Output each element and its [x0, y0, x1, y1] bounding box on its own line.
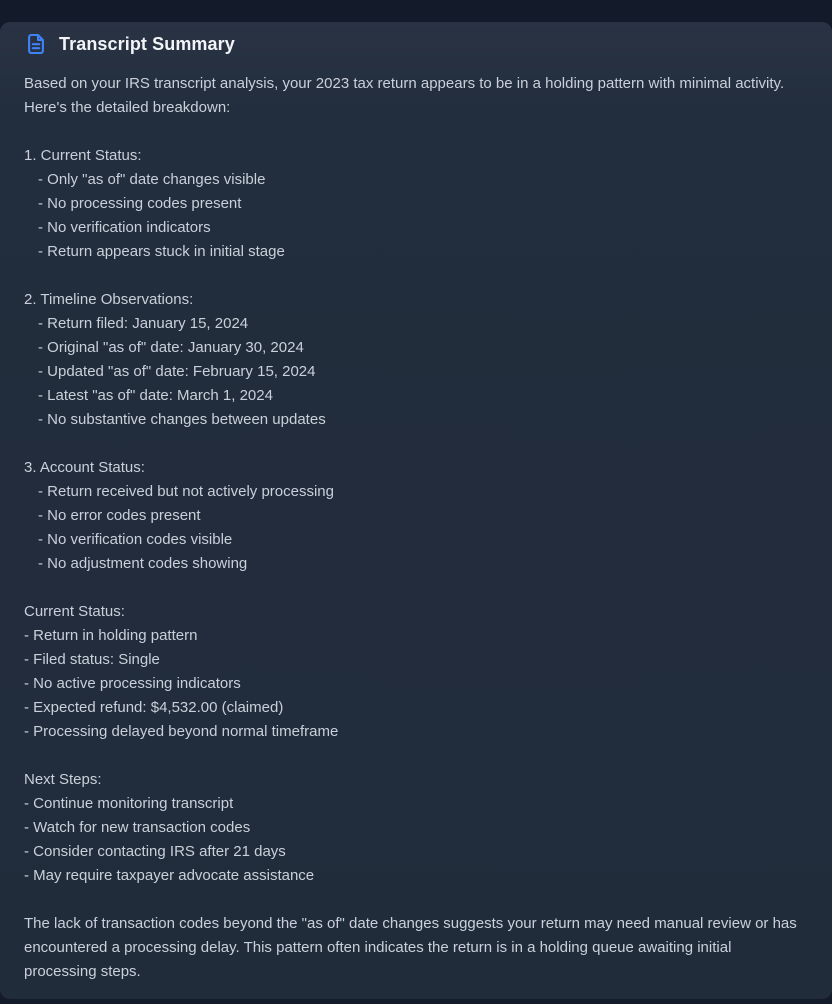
section-current-status-2 — [24, 600, 808, 744]
file-text-icon — [24, 32, 48, 56]
bullet-item: - May require taxpayer advocate assistance — [24, 867, 315, 884]
bullet-item: - Expected refund: $4,532.00 (claimed) — [24, 699, 284, 716]
section-account-status — [24, 456, 808, 576]
bullet-item: - Processing delayed beyond normal timeframe — [24, 723, 339, 740]
bullet-item: - No verification indicators — [38, 219, 211, 236]
section-heading: 2. Timeline Observations: — [24, 291, 194, 308]
bullet-item: - Watch for new transaction codes — [24, 819, 251, 836]
bullet-item: - Updated "as of" date: February 15, 2024 — [38, 363, 316, 380]
section-items — [24, 312, 808, 432]
intro-paragraph: Based on your IRS transcript analysis, your 2023 tax return appears to be in a holding pattern with minimal activity. Here's the detailed breakdown: — [24, 75, 785, 116]
bullet-item: - Return received but not actively processing — [38, 483, 334, 500]
section-items — [24, 168, 808, 264]
section-items — [24, 792, 808, 888]
bullet-item: - Return filed: January 15, 2024 — [38, 315, 249, 332]
section-heading: Next Steps: — [24, 771, 102, 788]
section-timeline-observations — [24, 288, 808, 432]
bullet-item: - Original "as of" date: January 30, 2024 — [38, 339, 304, 356]
bullet-item: - Return in holding pattern — [24, 627, 198, 644]
section-heading: 3. Account Status: — [24, 459, 145, 476]
bullet-item: - Consider contacting IRS after 21 days — [24, 843, 286, 860]
transcript-summary-panel — [0, 22, 832, 999]
section-items — [24, 480, 808, 576]
bullet-item: - Latest "as of" date: March 1, 2024 — [38, 387, 273, 404]
bullet-item: - No verification codes visible — [38, 531, 233, 548]
panel-header — [24, 30, 808, 58]
bullet-item: - No active processing indicators — [24, 675, 241, 692]
bullet-item: - No adjustment codes showing — [38, 555, 248, 572]
bullet-item: - Only "as of" date changes visible — [38, 171, 266, 188]
section-heading: Current Status: — [24, 603, 125, 620]
bullet-item: - Filed status: Single — [24, 651, 160, 668]
bullet-item: - No error codes present — [38, 507, 201, 524]
section-next-steps — [24, 768, 808, 888]
section-items — [24, 624, 808, 744]
bullet-item: - No processing codes present — [38, 195, 242, 212]
section-heading: 1. Current Status: — [24, 147, 142, 164]
bullet-item: - Continue monitoring transcript — [24, 795, 234, 812]
bullet-item: - Return appears stuck in initial stage — [38, 243, 285, 260]
bullet-item: - No substantive changes between updates — [38, 411, 326, 428]
page-title: Transcript Summary — [59, 34, 235, 54]
closing-paragraph: The lack of transaction codes beyond the "as of" date changes suggests your return may need manual review or has encountered a processing delay. This pattern often indicates the return is in a holding queue awaiting initial processing steps. — [24, 915, 797, 980]
section-current-status-1 — [24, 144, 808, 264]
